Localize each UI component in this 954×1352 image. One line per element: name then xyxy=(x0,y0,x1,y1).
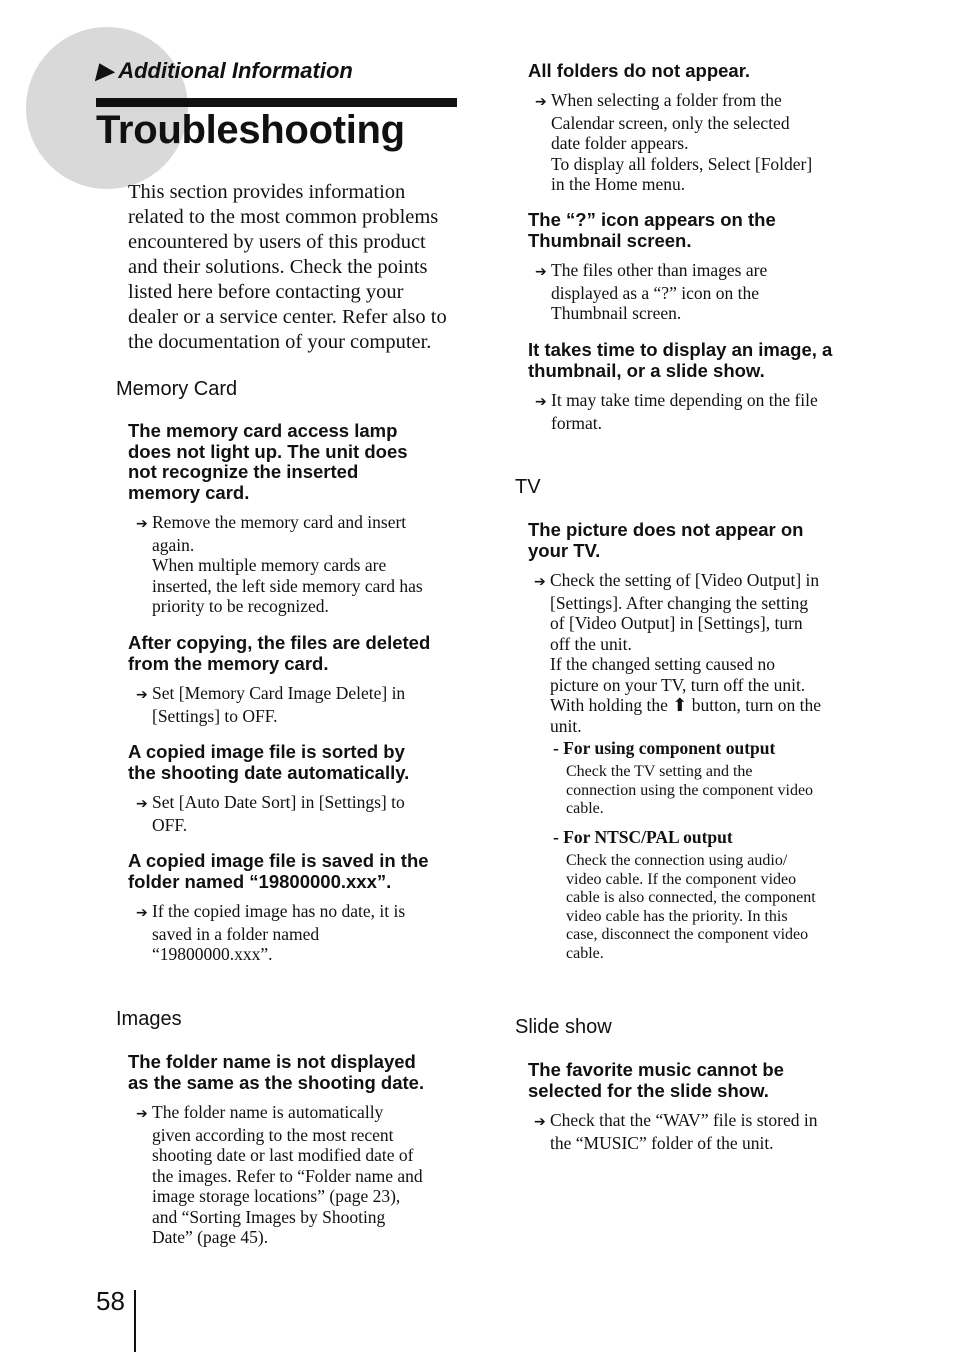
answer-line-text: If the copied image has no date, it is xyxy=(152,901,406,921)
intro-line: This section provides information xyxy=(128,181,406,203)
answer-text xyxy=(133,1102,423,1248)
subsection-line: Check the connection using audio/ xyxy=(566,852,788,869)
answer-line-text: Check the setting of [Video Output] in xyxy=(550,570,820,590)
answer-line xyxy=(532,90,812,113)
subsection-line: connection using the component video xyxy=(566,781,814,799)
answer-line xyxy=(532,390,818,413)
answer-text xyxy=(532,390,818,433)
answer-text xyxy=(133,901,405,965)
answer-line: saved in a folder named xyxy=(152,923,320,944)
answer-line xyxy=(531,695,821,716)
question-line: A copied image file is saved in the xyxy=(128,850,429,871)
arrow-right-icon: ➔ xyxy=(136,687,148,703)
page-title: Troubleshooting xyxy=(96,108,405,152)
title-rule xyxy=(96,98,457,107)
question-line: memory card. xyxy=(128,481,250,503)
answer-line: displayed as a “?” icon on the xyxy=(551,282,759,303)
page-number: 58 xyxy=(96,1286,125,1316)
question-line: It takes time to display an image, a xyxy=(528,339,833,360)
question-heading xyxy=(128,633,430,674)
answer-line: in the Home menu. xyxy=(551,174,686,194)
arrow-right-icon: ➔ xyxy=(136,1106,148,1122)
arrow-right-icon: ➔ xyxy=(534,1114,546,1130)
intro-line: listed here before contacting your xyxy=(128,281,404,303)
answer-line: date folder appears. xyxy=(551,133,689,153)
answer-text xyxy=(133,792,405,835)
question-line: folder named “19800000.xxx”. xyxy=(128,870,392,892)
answer-line: given according to the most recent xyxy=(152,1124,394,1145)
answer-line-text: It may take time depending on the file xyxy=(551,390,818,410)
answer-line: image storage locations” (page 23), xyxy=(152,1186,401,1206)
answer-line: Calendar screen, only the selected xyxy=(551,112,790,133)
answer-line: again. xyxy=(152,534,195,555)
question-line: The folder name is not displayed xyxy=(128,1051,416,1072)
answer-line: the images. Refer to “Folder name and xyxy=(152,1165,423,1186)
answer-line xyxy=(133,512,423,535)
question-line: After copying, the files are deleted xyxy=(128,632,431,653)
section-label xyxy=(96,58,353,84)
answer-line-text: Check that the “WAV” file is stored in xyxy=(550,1110,818,1130)
intro-line: encountered by users of this product xyxy=(128,231,426,253)
subsection-body-component xyxy=(566,763,813,819)
question-heading xyxy=(128,742,409,783)
question-heading xyxy=(528,520,803,561)
arrow-right-icon: ➔ xyxy=(535,94,547,110)
category-heading-slide-show: Slide show xyxy=(515,1016,612,1038)
question-line: A copied image file is sorted by xyxy=(128,741,405,762)
question-line: as the same as the shooting date. xyxy=(128,1071,425,1093)
answer-text xyxy=(133,512,423,617)
question-heading xyxy=(128,421,408,503)
question-heading xyxy=(528,61,750,82)
category-heading-memory-card: Memory Card xyxy=(116,378,238,400)
question-heading xyxy=(128,1052,424,1093)
arrow-right-icon: ➔ xyxy=(535,394,547,410)
question-line: The “?” icon appears on the xyxy=(528,209,776,230)
answer-line: [Settings] to OFF. xyxy=(152,705,278,726)
up-arrow-icon: ⬆ xyxy=(672,695,688,716)
answer-line: picture on your TV, turn off the unit. xyxy=(550,674,806,695)
answer-line: format. xyxy=(551,412,603,433)
answer-line: [Settings]. After changing the setting xyxy=(550,592,809,613)
answer-line-text: With holding the xyxy=(550,695,668,715)
question-line: selected for the slide show. xyxy=(528,1079,769,1101)
subsection-line: Check the TV setting and the xyxy=(566,763,753,780)
answer-line: Thumbnail screen. xyxy=(551,303,682,323)
intro-paragraph xyxy=(128,180,463,355)
question-line: not recognize the inserted xyxy=(128,461,359,482)
answer-line: OFF. xyxy=(152,814,188,835)
question-line: does not light up. The unit does xyxy=(128,440,408,462)
answer-line-text: When selecting a folder from the xyxy=(551,90,782,110)
answer-text xyxy=(133,683,405,726)
question-line: thumbnail, or a slide show. xyxy=(528,359,765,381)
intro-line: dealer or a service center. Refer also to xyxy=(128,306,447,328)
answer-line xyxy=(133,792,405,815)
question-heading xyxy=(528,210,776,251)
arrow-right-icon: ➔ xyxy=(136,796,148,812)
question-heading xyxy=(528,340,832,381)
intro-line: the documentation of your computer. xyxy=(128,331,432,353)
subsection-line: cable. xyxy=(566,800,604,817)
subsection-line: cable is also connected, the component xyxy=(566,889,816,906)
section-label-text: Additional Information xyxy=(118,58,353,83)
question-line: The favorite music cannot be xyxy=(528,1059,784,1080)
question-line: Thumbnail screen. xyxy=(528,229,692,251)
answer-line-text: Set [Auto Date Sort] in [Settings] to xyxy=(152,792,405,812)
answer-line: To display all folders, Select [Folder] xyxy=(551,153,813,174)
subsection-body-ntsc xyxy=(566,852,816,963)
arrow-right-icon: ➔ xyxy=(136,516,148,532)
answer-line: the “MUSIC” folder of the unit. xyxy=(550,1132,774,1153)
subsection-line: video cable. If the component video xyxy=(566,870,797,888)
question-line: All folders do not appear. xyxy=(528,60,751,81)
question-line: The picture does not appear on xyxy=(528,519,804,540)
category-heading-tv: TV xyxy=(515,476,541,498)
answer-line: priority to be recognized. xyxy=(152,596,329,616)
subsection-line: case, disconnect the component video xyxy=(566,926,809,943)
answer-line xyxy=(531,1110,817,1133)
arrow-right-icon: ➔ xyxy=(136,905,148,921)
answer-line xyxy=(133,683,405,706)
subsection-line: cable. xyxy=(566,944,604,962)
answer-line xyxy=(133,901,405,924)
answer-line: If the changed setting caused no xyxy=(550,654,775,674)
intro-line: related to the most common problems xyxy=(128,206,439,228)
answer-text xyxy=(531,570,821,736)
answer-line-text: The files other than images are xyxy=(551,260,768,280)
answer-text xyxy=(532,90,812,195)
answer-text xyxy=(531,1110,817,1153)
answer-line-text: The folder name is automatically xyxy=(152,1102,384,1122)
answer-line: off the unit. xyxy=(550,633,632,654)
question-heading xyxy=(528,1060,784,1101)
subsection-line: video cable has the priority. In this xyxy=(566,907,788,925)
answer-line-text: button, turn on the xyxy=(691,695,822,715)
answer-line-text: Remove the memory card and insert xyxy=(152,512,407,532)
arrow-right-icon: ➔ xyxy=(535,264,547,280)
intro-line: and their solutions. Check the points xyxy=(128,256,428,278)
answer-line-text: Set [Memory Card Image Delete] in xyxy=(152,683,406,703)
page-number-divider xyxy=(134,1290,136,1352)
answer-line: “19800000.xxx”. xyxy=(152,944,273,964)
answer-line: of [Video Output] in [Settings], turn xyxy=(550,613,803,633)
answer-text xyxy=(532,260,767,324)
answer-line xyxy=(532,260,767,283)
answer-line xyxy=(133,1102,423,1125)
answer-line: inserted, the left side memory card has xyxy=(152,575,423,596)
answer-line: and “Sorting Images by Shooting xyxy=(152,1206,386,1227)
question-line: the shooting date automatically. xyxy=(128,761,410,783)
triangle-right-icon: ▶ xyxy=(96,58,113,83)
category-heading-images: Images xyxy=(116,1008,182,1030)
answer-line: Date” (page 45). xyxy=(152,1227,269,1247)
subsection-heading-component: - For using component output xyxy=(553,738,776,758)
question-heading xyxy=(128,851,429,892)
question-line: from the memory card. xyxy=(128,652,329,674)
answer-line: unit. xyxy=(550,715,582,736)
answer-line: shooting date or last modified date of xyxy=(152,1145,414,1165)
subsection-heading-ntsc: - For NTSC/PAL output xyxy=(553,827,733,847)
question-line: The memory card access lamp xyxy=(128,420,398,441)
arrow-right-icon: ➔ xyxy=(534,574,546,590)
answer-line xyxy=(531,570,821,593)
question-line: your TV. xyxy=(528,539,601,561)
answer-line: When multiple memory cards are xyxy=(152,555,387,575)
